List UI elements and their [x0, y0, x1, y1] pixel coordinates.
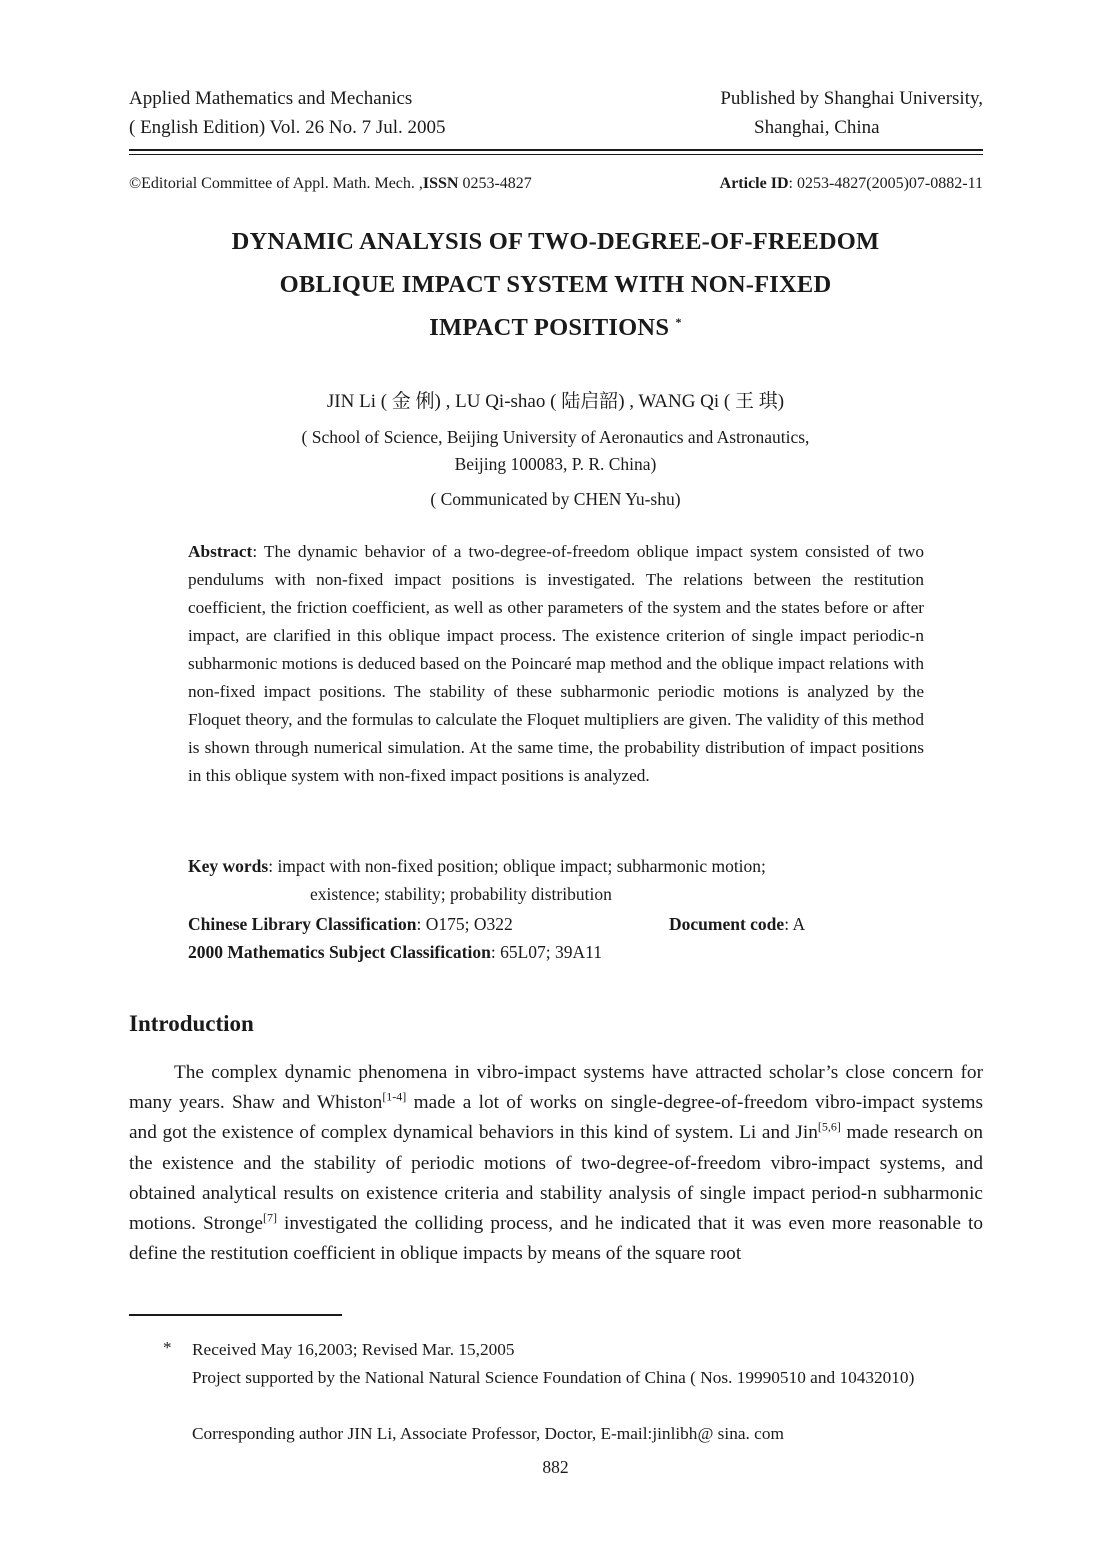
footnote-mark: *: [163, 1338, 172, 1357]
abstract: [188, 538, 924, 790]
intro-text-1: The complex dynamic phenomena in vibro-impact systems have attracted scholar’s close concern for many years. Shaw and Whiston: [129, 1062, 983, 1114]
issn-label: ISSN: [422, 175, 459, 192]
footnote-received: Received May 16,2003; Revised Mar. 15,2005: [192, 1340, 515, 1359]
copyright-text: ©Editorial Committee of Appl. Math. Mech. ,: [129, 175, 423, 192]
chinese-library-classification: [188, 914, 948, 935]
article-id-value: : 0253-4827(2005)07-0882-11: [788, 175, 983, 192]
header-rule-bottom: [129, 154, 983, 155]
document-code: [669, 914, 805, 935]
keywords-line-2: existence; stability; probability distribution: [310, 884, 612, 904]
keywords-label: Key words: [188, 856, 269, 876]
copyright-line: [129, 175, 532, 193]
title-line-3-text: IMPACT POSITIONS: [429, 314, 670, 341]
footnote-corresponding: Corresponding author JIN Li, Associate Professor, Doctor, E-mail:jinlibh@ sina. com: [192, 1424, 784, 1443]
keywords-line-1: : impact with non-fixed position; oblique impact; subharmonic motion;: [268, 856, 766, 876]
document-code-label: Document code: [669, 914, 785, 934]
publisher: Published by Shanghai University,: [720, 88, 983, 109]
clc-label: Chinese Library Classification: [188, 914, 417, 934]
msc-label: 2000 Mathematics Subject Classification: [188, 942, 491, 962]
communicated-by: ( Communicated by CHEN Yu-shu): [430, 489, 681, 509]
journal-name: Applied Mathematics and Mechanics: [129, 88, 413, 109]
introduction-paragraph: [129, 1058, 983, 1269]
page-number: 882: [542, 1457, 569, 1477]
title-line-1: DYNAMIC ANALYSIS OF TWO-DEGREE-OF-FREEDOM: [231, 228, 880, 255]
article-id-line: [720, 175, 983, 193]
header-rule-top: [129, 149, 983, 151]
title-line-2: OBLIQUE IMPACT SYSTEM WITH NON-FIXED: [279, 271, 832, 298]
intro-text-4: investigated the colliding process, and he indicated that it was even more reasonable to define the restitution coefficient in oblique impacts by means of the square root: [129, 1213, 983, 1265]
abstract-text: : The dynamic behavior of a two-degree-of-freedom oblique impact system consisted of two pendulums with non-fixed impact positions is investigated. The relations between the restitution coefficient, the friction coefficient, as well as other parameters of the system and the states before or after impact, are clarified in this oblique impact process. The existence criterion of single impact periodic-n subharmonic motions is deduced based on the Poincaré map method and the oblique impact relations with non-fixed impact positions. The stability of these subharmonic periodic motions is analyzed by the Floquet theory, and the formulas to calculate the Floquet multipliers are given. The validity of this method is shown through numerical simulation. At the same time, the probability distribution of impact positions in this oblique system with non-fixed impact positions is analyzed.: [188, 542, 924, 785]
keywords: [188, 852, 928, 908]
affiliation-line-1: ( School of Science, Beijing University of Aeronautics and Astronautics,: [301, 427, 810, 447]
citation-5-6: [5,6]: [817, 1119, 841, 1134]
publisher-location: Shanghai, China: [754, 117, 880, 138]
affiliation-line-2: Beijing 100083, P. R. China): [454, 454, 657, 474]
article-id-label: Article ID: [719, 175, 789, 192]
title-line-3: [0, 314, 1111, 342]
journal-edition: ( English Edition) Vol. 26 No. 7 Jul. 2005: [129, 117, 446, 138]
footnote-project: Project supported by the National Natural Science Foundation of China ( Nos. 19990510 and 10432010): [192, 1368, 915, 1387]
citation-1-4: [1-4]: [382, 1089, 407, 1104]
issn-value: 0253-4827: [462, 175, 532, 192]
citation-7: [7]: [262, 1210, 277, 1225]
section-heading-introduction: Introduction: [129, 1011, 254, 1036]
authors: JIN Li ( 金 俐) , LU Qi-shao ( 陆启韶) , WANG Qi ( 王 琪): [326, 391, 785, 412]
title-footnote-mark: *: [675, 314, 682, 329]
msc-value: : 65L07; 39A11: [490, 942, 602, 962]
msc-classification: [188, 942, 948, 963]
clc-value: : O175; O322: [416, 914, 513, 934]
abstract-label: Abstract: [188, 542, 253, 561]
document-code-value: : A: [784, 914, 806, 934]
footnote-rule: [129, 1314, 342, 1316]
intro-text-2: made a lot of works on single-degree-of-freedom vibro-impact systems and got the existence of complex dynamical behaviors in this kind of system. Li and Jin: [129, 1092, 984, 1144]
intro-text-3: made research on the existence and the stability of periodic motions of two-degree-of-freedom vibro-impact systems, and obtained analytical results on existence criteria and stability analysis of single impact period-n subharmonic motions. Stronge: [129, 1122, 983, 1235]
